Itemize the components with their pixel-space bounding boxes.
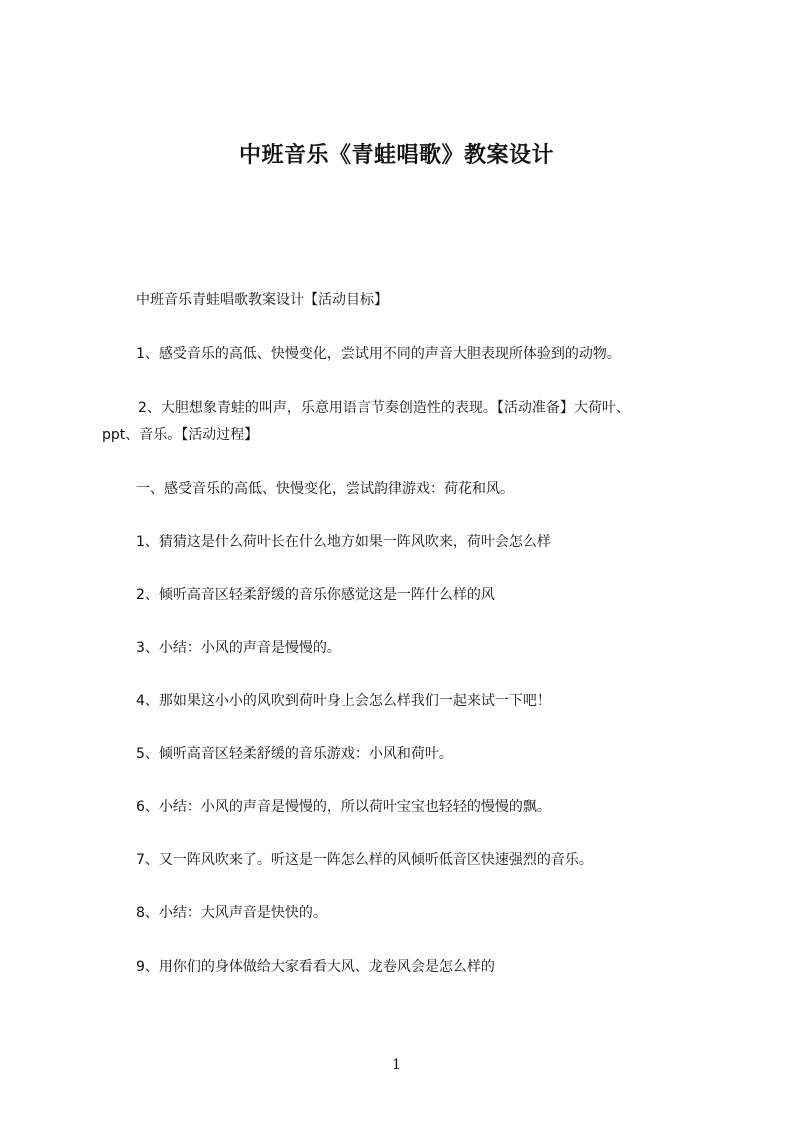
paragraph-step-4: 4、那如果这小小的风吹到荷叶身上会怎么样我们一起来试一下吧！ — [136, 693, 551, 709]
paragraph-section-1: 一、感受音乐的高低、快慢变化，尝试韵律游戏：荷花和风。 — [136, 481, 514, 497]
paragraph-goal-2-line-1: 2、大胆想象青蛙的叫声，乐意用语言节奏创造性的表现。【活动准备】大荷叶、 — [138, 400, 630, 416]
paragraph-goal-2-line-2: ppt、音乐。【活动过程】 — [102, 427, 259, 443]
document-title: 中班音乐《青蛙唱歌》教案设计 — [238, 143, 554, 168]
page-number: 1 — [392, 1057, 401, 1073]
paragraph-step-8: 8、小结：大风声音是快快的。 — [136, 905, 327, 921]
paragraph-intro: 中班音乐青蛙唱歌教案设计【活动目标】 — [136, 292, 388, 308]
paragraph-step-7: 7、又一阵风吹来了。听这是一阵怎么样的风倾听低音区快速强烈的音乐。 — [136, 852, 593, 868]
paragraph-step-9: 9、用你们的身体做给大家看看大风、龙卷风会是怎么样的 — [136, 959, 495, 975]
paragraph-step-3: 3、小结：小风的声音是慢慢的。 — [136, 640, 341, 656]
paragraph-step-2: 2、倾听高音区轻柔舒缓的音乐你感觉这是一阵什么样的风 — [136, 587, 495, 603]
paragraph-step-1: 1、猜猜这是什么荷叶长在什么地方如果一阵风吹来，荷叶会怎么样 — [136, 534, 551, 550]
paragraph-goal-1: 1、感受音乐的高低、快慢变化，尝试用不同的声音大胆表现所体验到的动物。 — [136, 346, 621, 362]
paragraph-step-5: 5、倾听高音区轻柔舒缓的音乐游戏：小风和荷叶。 — [136, 746, 453, 762]
paragraph-step-6: 6、小结：小风的声音是慢慢的，所以荷叶宝宝也轻轻的慢慢的飘。 — [136, 799, 551, 815]
